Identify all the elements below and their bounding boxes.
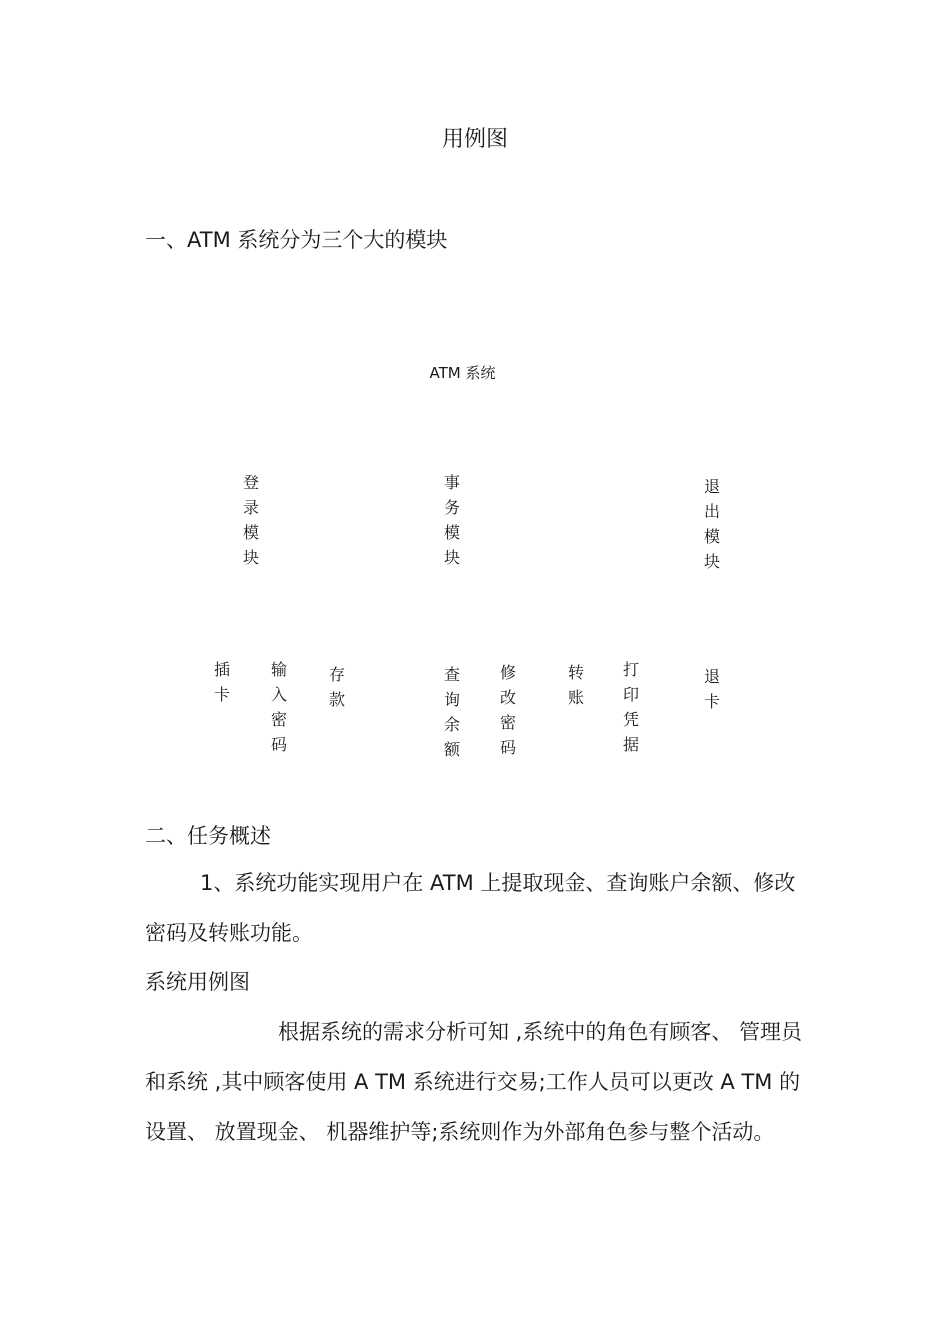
function-char: 打 <box>622 660 639 679</box>
function-check-balance-label <box>440 662 464 762</box>
module-exit-label <box>700 474 724 574</box>
function-char: 查 <box>443 665 460 684</box>
function-char: 码 <box>270 735 287 754</box>
module-char: 事 <box>443 473 460 492</box>
diagram-root-label: ATM 系统 <box>429 364 496 382</box>
function-eject-card-label <box>700 664 724 714</box>
function-char: 卡 <box>213 685 230 704</box>
function-char: 据 <box>622 735 639 754</box>
function-char: 余 <box>443 715 460 734</box>
function-char: 入 <box>270 685 287 704</box>
module-transaction-label <box>440 470 464 570</box>
function-change-password-label <box>496 660 520 760</box>
function-char: 插 <box>213 660 230 679</box>
module-char: 块 <box>703 552 720 571</box>
function-char: 退 <box>703 667 720 686</box>
function-char: 修 <box>499 663 516 682</box>
module-char: 退 <box>703 477 720 496</box>
paragraph-function-summary: 1、系统功能实现用户在 ATM 上提取现金、查询账户余额、修改密码及转账功能。 <box>145 871 796 945</box>
module-char: 务 <box>443 498 460 517</box>
function-insert-card-label <box>210 657 234 707</box>
function-char: 码 <box>499 738 516 757</box>
module-char: 登 <box>242 473 259 492</box>
function-char: 存 <box>328 665 345 684</box>
function-char: 询 <box>443 690 460 709</box>
function-char: 卡 <box>703 692 720 711</box>
paragraph-actors: 根据系统的需求分析可知 ,系统中的角色有顾客、 管理员和系统 ,其中顾客使用 A TM 系统进行交易;工作人员可以更改 A TM 的设置、 放置现金、 机器维护等;系统则作为外部角色参与整个活动。 <box>145 1020 803 1144</box>
function-char: 印 <box>622 685 639 704</box>
page-title: 用例图 <box>441 127 508 152</box>
module-char: 模 <box>443 523 460 542</box>
module-char: 块 <box>443 548 460 567</box>
function-char: 款 <box>328 690 345 709</box>
function-print-receipt-label <box>619 657 643 757</box>
function-char: 凭 <box>622 710 639 729</box>
function-char: 密 <box>499 713 516 732</box>
function-char: 改 <box>499 688 516 707</box>
function-enter-password-label <box>267 657 291 757</box>
function-deposit-label <box>325 662 349 712</box>
function-transfer-label <box>564 660 588 710</box>
module-char: 块 <box>242 548 259 567</box>
module-char: 模 <box>242 523 259 542</box>
function-char: 转 <box>567 663 584 682</box>
function-char: 密 <box>270 710 287 729</box>
section-heading-modules: 一、ATM 系统分为三个大的模块 <box>145 228 448 252</box>
function-char: 账 <box>567 688 584 707</box>
module-char: 模 <box>703 527 720 546</box>
module-char: 出 <box>703 502 720 521</box>
module-login-label <box>239 470 263 570</box>
function-char: 输 <box>270 660 287 679</box>
module-char: 录 <box>242 498 259 517</box>
subheading-use-case: 系统用例图 <box>145 970 250 994</box>
section-heading-overview: 二、任务概述 <box>145 824 271 848</box>
function-char: 额 <box>443 740 460 759</box>
